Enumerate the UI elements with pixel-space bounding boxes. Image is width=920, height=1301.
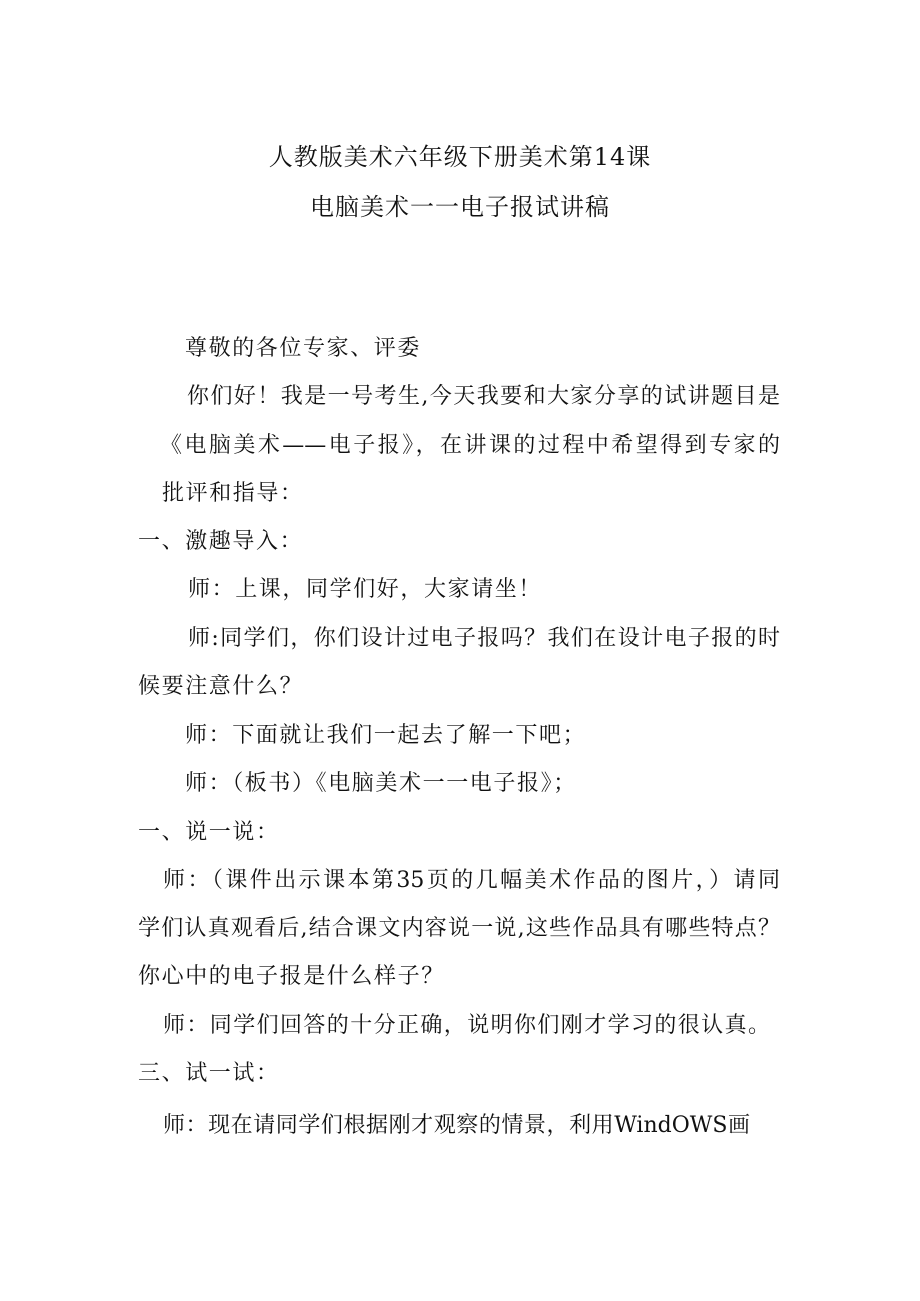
paragraph-line: 候要注意什么？	[138, 674, 304, 699]
document-title: 人教版美术六年级下册美术第14课	[268, 143, 652, 171]
salutation: 尊敬的各位专家、评委	[185, 336, 422, 361]
paragraph-line: 批评和指导：	[162, 481, 304, 506]
paragraph-line: 师:同学们，你们设计过电子报吗？我们在设计电子报的时	[188, 626, 780, 651]
paragraph-line: 师：（板书）《电脑美术一一电子报》；	[185, 771, 577, 796]
paragraph-line: 师：下面就让我们一起去了解一下吧；	[185, 723, 587, 748]
paragraph-line: 师：（课件出示课本第35页的几幅美术作品的图片，）请同	[163, 868, 780, 893]
paragraph-line: 师：上课，同学们好，大家请坐！	[188, 577, 543, 602]
section-heading: 三、试一试：	[138, 1061, 280, 1086]
paragraph-line: 师：同学们回答的十分正确，说明你们刚才学习的很认真。	[163, 1013, 770, 1038]
document-subtitle: 电脑美术一一电子报试讲稿	[310, 193, 610, 221]
paragraph-line: 师：现在请同学们根据刚才观察的情景，利用WindOWS画	[163, 1113, 750, 1138]
paragraph-line: 你心中的电子报是什么样子？	[138, 964, 445, 989]
paragraph-line: 《电脑美术——电子报》，在讲课的过程中希望得到专家的	[160, 433, 780, 458]
section-heading: 一、激趣导入：	[138, 529, 304, 554]
paragraph-line: 你们好！我是一号考生,今天我要和大家分享的试讲题目是	[187, 384, 780, 409]
paragraph-line: 学们认真观看后,结合课文内容说一说,这些作品具有哪些特点？	[138, 916, 780, 941]
section-heading: 一、说一说：	[138, 820, 280, 845]
